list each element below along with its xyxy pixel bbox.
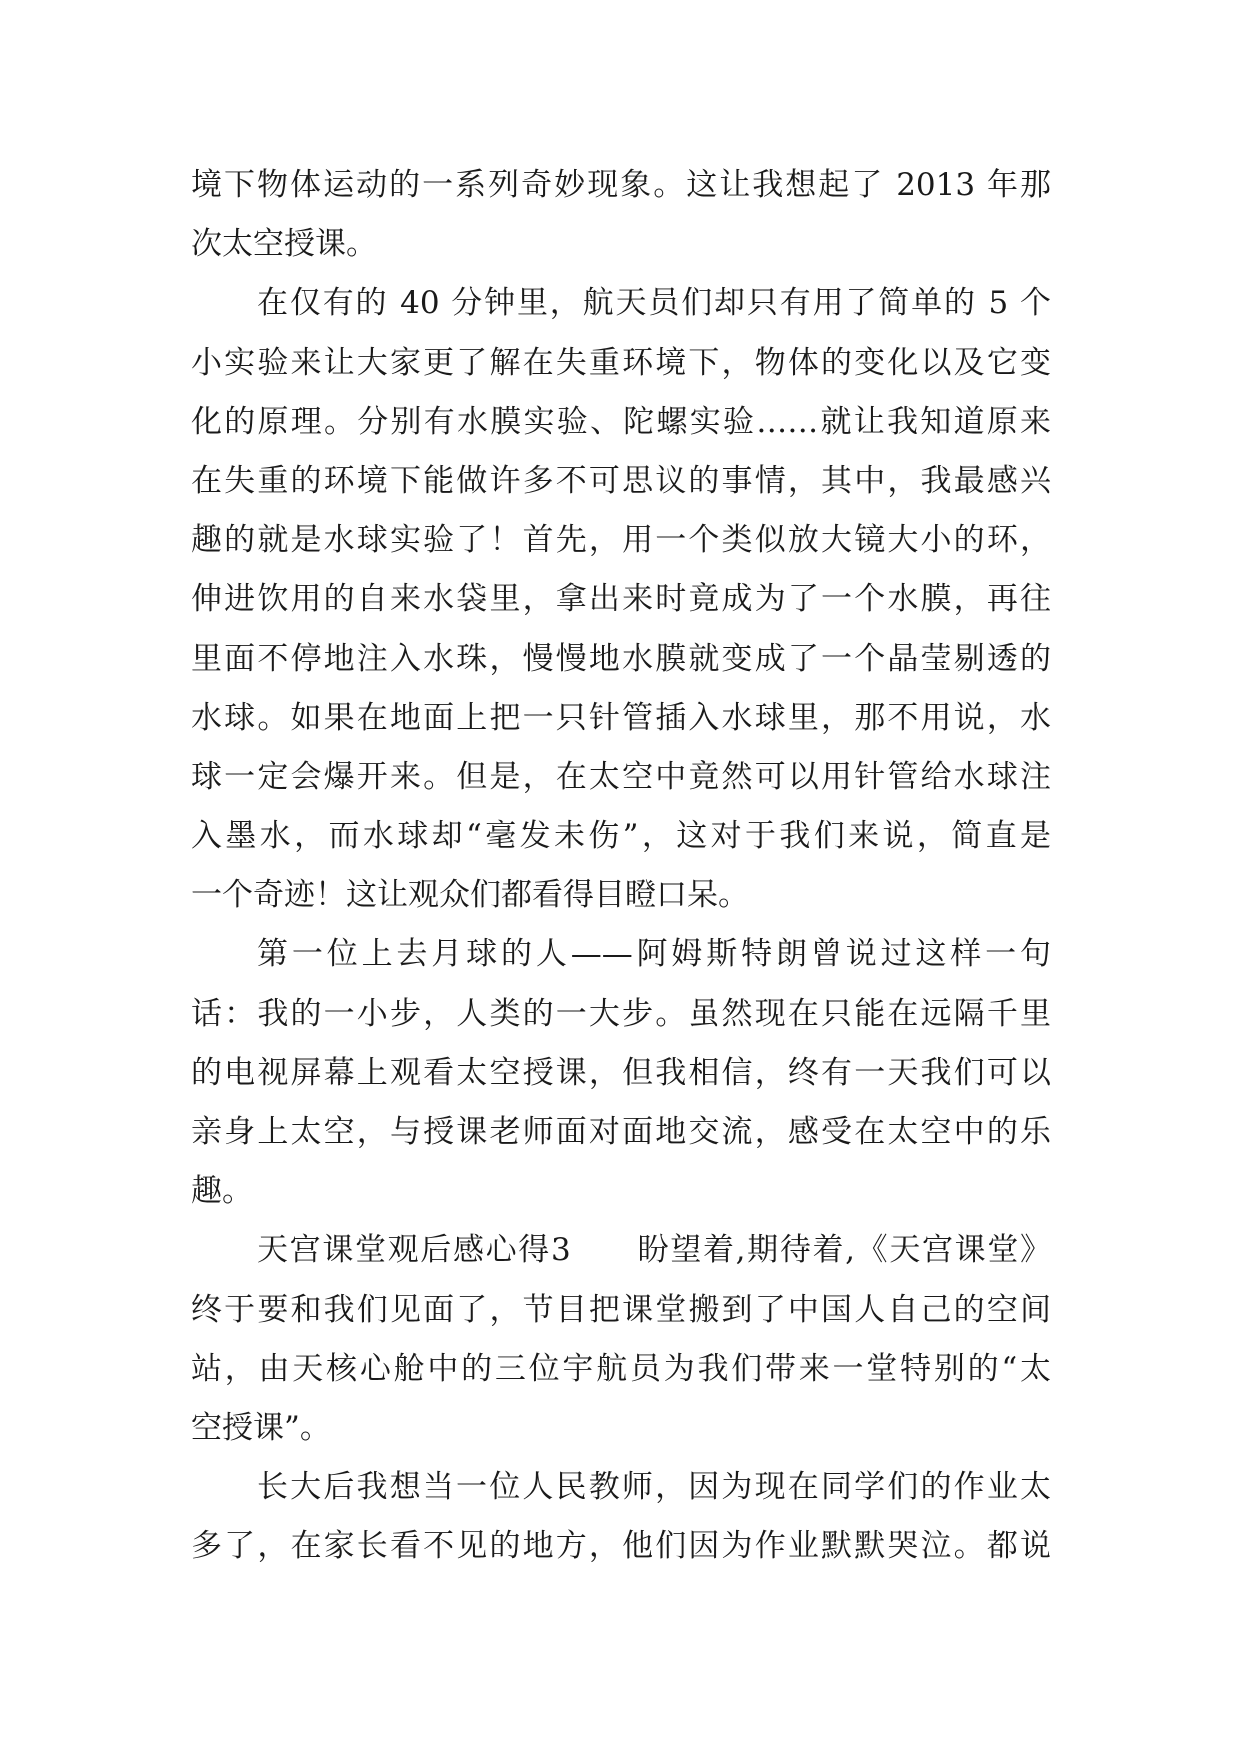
text-line: 在仅有的 40 分钟里，航天员们却只有用了简单的 5 个 xyxy=(257,285,1051,322)
text-line: 次太空授课。 xyxy=(191,226,377,263)
text-line: 趣。 xyxy=(191,1173,253,1210)
text-line: 空授课”。 xyxy=(191,1409,331,1446)
text-line: 在失重的环境下能做许多不可思议的事情，其中，我最感兴 xyxy=(191,462,1051,499)
text-line: 小实验来让大家更了解在失重环境下，物体的变化以及它变 xyxy=(191,344,1051,381)
text-line: 境下物体运动的一系列奇妙现象。这让我想起了 2013 年那 xyxy=(191,167,1051,203)
text-line: 球一定会爆开来。但是，在太空中竟然可以用针管给水球注 xyxy=(191,758,1051,795)
text-line: 里面不停地注入水珠，慢慢地水膜就变成了一个晶莹剔透的 xyxy=(191,640,1051,677)
text-line: 一个奇迹！这让观众们都看得目瞪口呆。 xyxy=(191,877,749,914)
text-line: 多了，在家长看不见的地方，他们因为作业默默哭泣。都说 xyxy=(191,1528,1051,1565)
text-line: 天宫课堂观后感心得3 盼望着,期待着,《天宫课堂》 xyxy=(257,1232,1051,1269)
text-line: 化的原理。分别有水膜实验、陀螺实验……就让我知道原来 xyxy=(191,403,1051,440)
document-body xyxy=(191,156,1051,1577)
text-line: 长大后我想当一位人民教师，因为现在同学们的作业太 xyxy=(257,1469,1051,1506)
text-line: 的电视屏幕上观看太空授课，但我相信，终有一天我们可以 xyxy=(191,1054,1051,1091)
text-line: 站，由天核心舱中的三位宇航员为我们带来一堂特别的“太 xyxy=(191,1350,1051,1387)
text-line: 话：我的一小步，人类的一大步。虽然现在只能在远隔千里 xyxy=(191,995,1051,1032)
text-line: 入墨水，而水球却“毫发未伤”，这对于我们来说，简直是 xyxy=(191,818,1051,855)
text-line: 趣的就是水球实验了！首先，用一个类似放大镜大小的环， xyxy=(191,522,1051,559)
text-line: 终于要和我们见面了，节目把课堂搬到了中国人自己的空间 xyxy=(191,1291,1051,1328)
text-line: 第一位上去月球的人——阿姆斯特朗曾说过这样一句 xyxy=(257,936,1051,973)
text-line: 水球。如果在地面上把一只针管插入水球里，那不用说，水 xyxy=(191,699,1051,736)
text-line: 亲身上太空，与授课老师面对面地交流，感受在太空中的乐 xyxy=(191,1114,1051,1150)
text-line: 伸进饮用的自来水袋里，拿出来时竟成为了一个水膜，再往 xyxy=(191,581,1051,618)
